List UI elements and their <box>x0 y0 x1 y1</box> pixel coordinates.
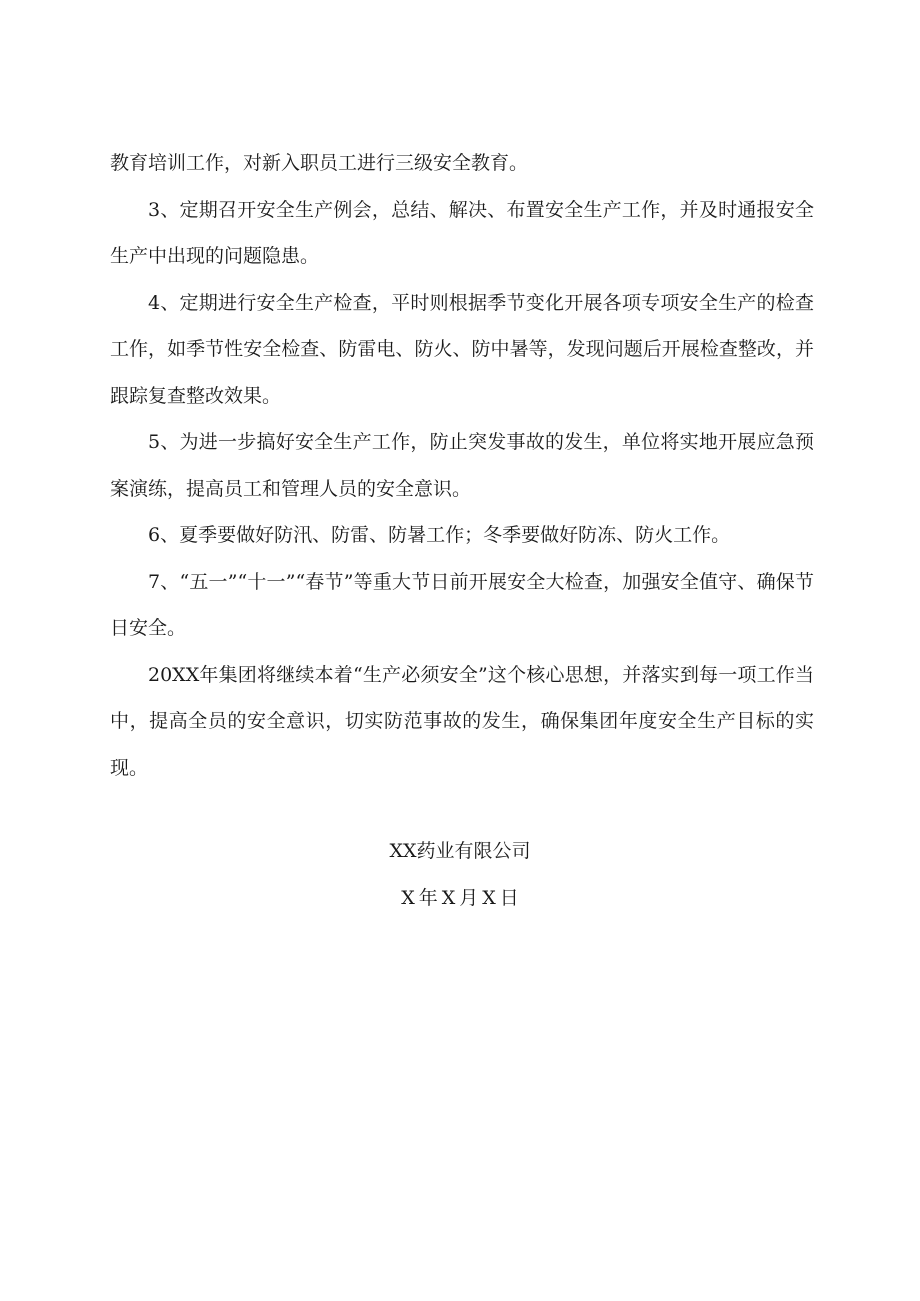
document-body <box>110 140 814 791</box>
signature-company: XX药业有限公司 <box>389 840 531 862</box>
paragraph-item-7: 7、“五一”“十一”“春节”等重大节日前开展安全大检查，加强安全值守、确保节日安全。 <box>110 570 814 639</box>
signature-date: X年X月X日 <box>401 887 523 909</box>
paragraph-item-5: 5、为进一步搞好安全生产工作，防止突发事故的发生，单位将实地开展应急预案演练，提高员工和管理人员的安全意识。 <box>110 431 814 500</box>
paragraph-conclusion: 20XX年集团将继续本着“生产必须安全”这个核心思想，并落实到每一项工作当中，提高全员的安全意识，切实防范事故的发生，确保集团年度安全生产目标的实现。 <box>110 663 814 779</box>
paragraph-item-6: 6、夏季要做好防汛、防雷、防暑工作；冬季要做好防冻、防火工作。 <box>148 524 731 546</box>
paragraph-item-3: 3、定期召开安全生产例会，总结、解决、布置安全生产工作，并及时通报安全生产中出现的问题隐患。 <box>110 198 814 267</box>
paragraph-item-4: 4、定期进行安全生产检查，平时则根据季节变化开展各项专项安全生产的检查工作，如季节性安全检查、防雷电、防火、防中暑等，发现问题后开展检查整改，并跟踪复查整改效果。 <box>110 291 814 407</box>
paragraph-continuation: 教育培训工作，对新入职员工进行三级安全教育。 <box>110 152 529 174</box>
